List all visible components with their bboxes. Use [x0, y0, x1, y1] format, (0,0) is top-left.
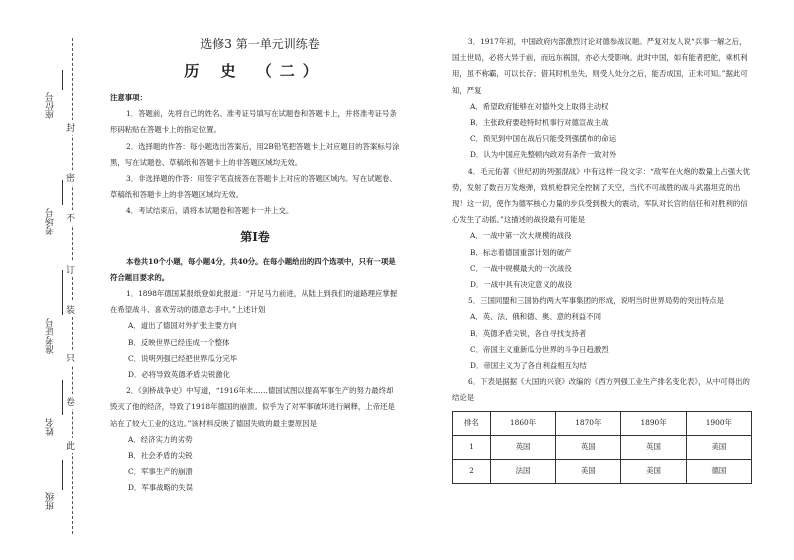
- question-option: C．军事生产的崩溃: [128, 467, 193, 477]
- table-cell: 2: [453, 459, 491, 483]
- question-stem: 3．1917年初，中国政府内部激烈讨论对德参战议题。严复对友人说“兵事一解之后，国土世局，必将大异于前，而远东祸国，亦必大受影响。此时中国，如有能者把舵，乘机利用，虽不称霸，可以长存；借其时机坐失，则受人处分之后，能否成国，正未可知。”据此可知，严复: [452, 37, 748, 95]
- question-option: D．帝国主义为了各自利益相互勾结: [470, 361, 587, 371]
- table-row: [453, 435, 752, 459]
- seal-char: 不: [66, 210, 75, 225]
- notes-heading: 注意事项：: [110, 93, 147, 102]
- left-page: [110, 34, 400, 497]
- table-header-cell: 排名: [453, 411, 491, 435]
- table-header-cell: 1890年: [621, 411, 686, 435]
- seal-char: 封: [66, 120, 75, 135]
- question-option: D．必将导致英德矛盾尖锐激化: [128, 370, 231, 380]
- note-item: 2．选择题的作答：每小题选出答案后，用2B铅笔把答题卡上对应题目的答案标号涂黑，写在试题卷、草稿纸和答题卡上的非答题区域均无效。: [110, 141, 400, 167]
- right-page: [452, 34, 752, 484]
- question-option: B．社会矛盾的尖锐: [128, 451, 193, 461]
- question-option: A．英、法、俄和德、奥、意的利益不同: [470, 312, 601, 322]
- paper-title: 选修3 第一单元训练卷: [200, 37, 320, 51]
- seal-char: 只: [66, 350, 75, 365]
- name-label: 姓名: [46, 418, 56, 436]
- question-option: D．认为中国应先整顿内政对有条件一致对外: [470, 150, 617, 160]
- ranking-table: [452, 411, 752, 484]
- table-row: [453, 459, 752, 483]
- table-cell: 英国: [490, 435, 555, 459]
- question-option: D．军事战略的失误: [128, 483, 194, 493]
- question-stem: 4．毛元佑著《世纪初的列强混战》中有这样一段文字：“敌军在火炮的数量上占强大优势，发射了数百万发炮弹，致机枪群完全控制了天空，当代不可战胜的战斗武器坦克的出现！这一切，使作为德军核心力量的步兵受到极大的震动，军队对长官的信任和对胜利的信心发生了动摇。”这描述的战役最有可能是: [452, 166, 750, 225]
- question-option: A．一战中第一次大规模的战役: [470, 231, 572, 241]
- table-header-cell: 1870年: [556, 411, 621, 435]
- question-option: C．一战中规模最大的一次战役: [470, 263, 572, 273]
- section-instruction: 本卷共10个小题，每小题4分，共40分。在每小题给出的四个选项中，只有一项是符合题目要求的。: [110, 256, 396, 282]
- exam-no-label: 准考证号: [46, 318, 56, 354]
- question-stem: 1．1898年德国某报纸登如此报道：“开足马力前进，从陆上到我们的道路理应掌握在希望战斗、喜欢劳动的德意志手中。”上述计划: [110, 289, 398, 315]
- seal-char: 装: [66, 302, 75, 317]
- question-option: B．英德矛盾尖锐，各自寻找支持者: [470, 328, 587, 338]
- seat-no-label: 座位号: [46, 92, 56, 119]
- question-option: D．一战中具有决定意义的战役: [470, 280, 573, 290]
- note-item: 4．考试结束后，请将本试题卷和答题卡一并上交。: [126, 206, 294, 216]
- seal-char: 此: [66, 438, 75, 453]
- seal-char: 密: [66, 170, 75, 185]
- class-label: 班级: [46, 492, 56, 510]
- binding-margin: [0, 0, 125, 560]
- question-stem: 2．《剑桥战争史》中写道，“1916年末……德国试图以提高军事生产的努力最终却毁灭了他的经济，导致了1918年德国的崩溃。似乎为了对军事破坏进行阐释，上帝还是站在了较大工业的这边。”该材料反映了德国失败的最主要原因是: [110, 386, 395, 428]
- table-cell: 美国: [686, 435, 751, 459]
- table-cell: 1: [453, 435, 491, 459]
- test-room-label: 考场号: [46, 208, 56, 235]
- subject-title: 历 史 （二）: [184, 62, 326, 80]
- section-title: 第Ⅰ卷: [240, 229, 270, 244]
- question-option: B．标志着德国重部计划的破产: [470, 247, 572, 257]
- table-header-row: [453, 411, 752, 435]
- seal-char: 卷: [66, 394, 75, 409]
- note-item: 1．答题前，先将自己的姓名、准考证号填写在试题卷和答题卡上，并将准考证号条形码粘贴在答题卡上的指定位置。: [110, 109, 397, 135]
- table-cell: 法国: [490, 459, 555, 483]
- table-cell: 美国: [556, 459, 621, 483]
- table-cell: 德国: [686, 459, 751, 483]
- question-option: A．希望政府能够在对德外交上取得主动权: [470, 101, 609, 111]
- question-option: C．预见到中国在战后只能受列强摆布的命运: [470, 134, 617, 144]
- question-stem: 6．下表是据据《大国的兴衰》改编的《西方列强工业生产排名变化表》，从中可得出的结论是: [452, 377, 750, 403]
- table-cell: 英国: [556, 435, 621, 459]
- question-option: B．主张政府要趁特时机事行对德宣战主战: [470, 118, 609, 128]
- question-stem: 5．三国同盟和三国协约两大军事集团的形成，说明当时世界局势的突出特点是: [468, 296, 724, 306]
- question-option: A．经济实力的劣势: [128, 434, 193, 444]
- question-option: C．说明列强已经把世界瓜分完毕: [128, 353, 238, 363]
- question-option: A．道出了德国对外扩张主要方向: [128, 321, 237, 331]
- question-option: C．帝国主义重新瓜分世界的斗争日趋激烈: [470, 344, 609, 354]
- note-item: 3．非选择题的作答：用签字笔直接答在答题卡上对应的答题区域内。写在试题卷、草稿纸和答题卡上的非答题区域均无效。: [110, 174, 397, 200]
- table-header-cell: 1860年: [490, 411, 555, 435]
- table-header-cell: 1900年: [686, 411, 751, 435]
- binding-dashed-line: [72, 38, 73, 534]
- table-cell: 英国: [621, 435, 686, 459]
- question-option: B．反映世界已经连成一个整体: [128, 337, 230, 347]
- seal-char: 订: [66, 262, 75, 277]
- table-cell: 美国: [621, 459, 686, 483]
